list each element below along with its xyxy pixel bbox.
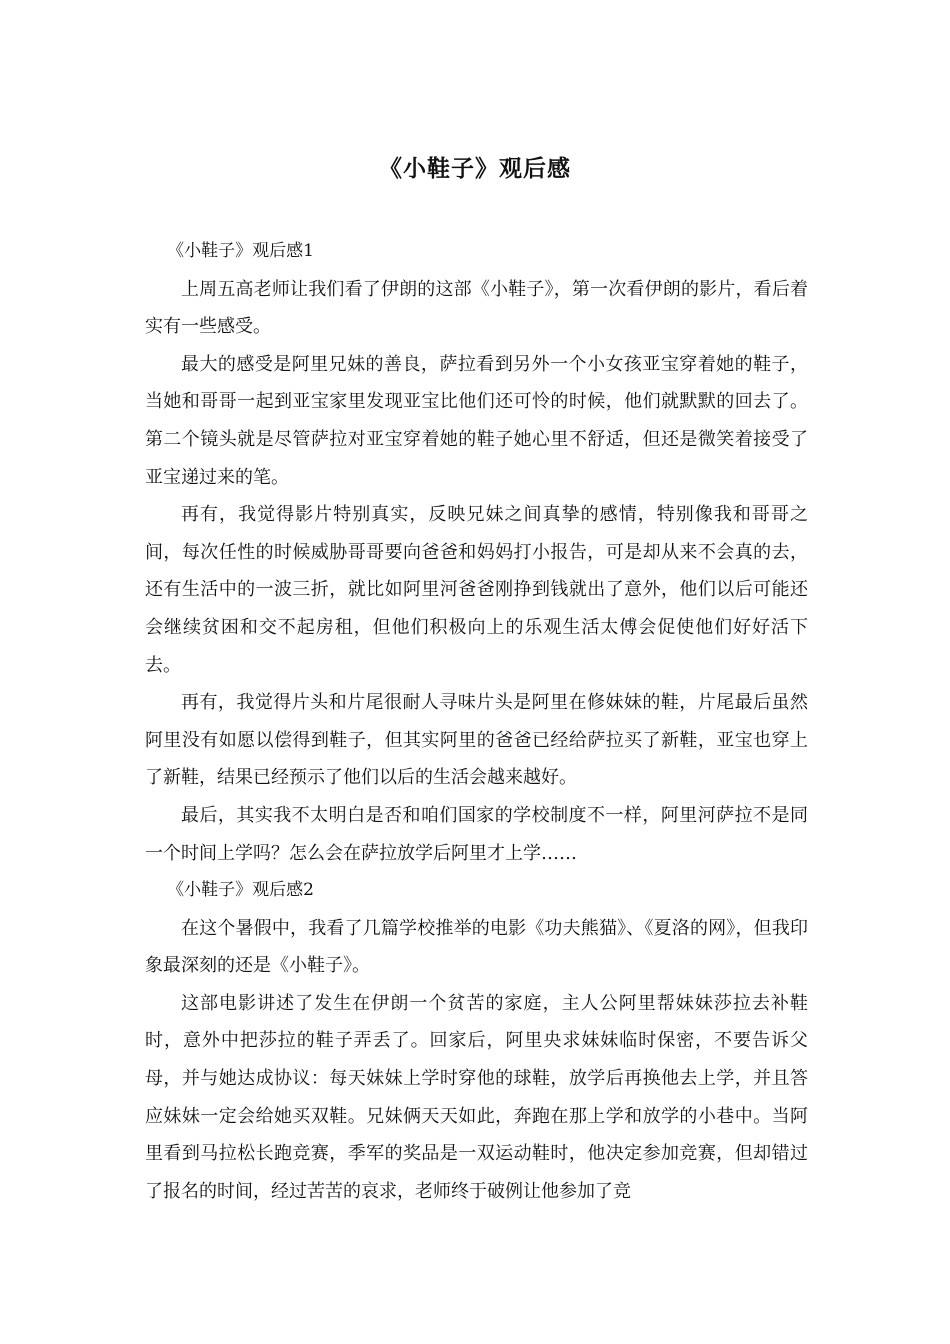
paragraph: 在这个暑假中，我看了几篇学校推举的电影《功夫熊猫》、《夏洛的网》，但我印象最深刻的还是《小鞋子》。 — [145, 917, 808, 977]
document-body — [145, 233, 808, 1210]
paragraph: 最大的感受是阿里兄妹的善良，萨拉看到另外一个小女孩亚宝穿着她的鞋子，当她和哥哥一起到亚宝家里发现亚宝比他们还可怜的时候，他们就默默的回去了。第二个镜头就是尽管萨拉对亚宝穿着她的鞋子她心里不舒适，但还是微笑着接受了亚宝递过来的笔。 — [145, 353, 808, 488]
section-heading: 《小鞋子》观后感2 — [167, 880, 314, 901]
document-title: 《小鞋子》观后感 — [379, 155, 571, 182]
paragraph: 最后，其实我不太明白是否和咱们国家的学校制度不一样，阿里河萨拉不是同一个时间上学吗？怎么会在萨拉放学后阿里才上学…… — [145, 804, 808, 864]
paragraph: 这部电影讲述了发生在伊朗一个贫苦的家庭，主人公阿里帮妹妹莎拉去补鞋时，意外中把莎拉的鞋子弄丢了。回家后，阿里央求妹妹临时保密，不要告诉父母，并与她达成协议：每天妹妹上学时穿他的球鞋，放学后再换他去上学，并且答应妹妹一定会给她买双鞋。兄妹俩天天如此，奔跑在那上学和放学的小巷中。当阿里看到马拉松长跑竞赛，季军的奖品是一双运动鞋时，他决定参加竞赛，但却错过了报名的时间，经过苦苦的哀求，老师终于破例让他参加了竞 — [145, 992, 808, 1202]
section-heading: 《小鞋子》观后感1 — [167, 241, 314, 261]
paragraph: 再有，我觉得片头和片尾很耐人寻味片头是阿里在修妹妹的鞋，片尾最后虽然阿里没有如愿以偿得到鞋子，但其实阿里的爸爸已经给萨拉买了新鞋，亚宝也穿上了新鞋，结果已经预示了他们以后的生活会越来越好。 — [145, 692, 808, 789]
paragraph: 上周五高老师让我们看了伊朗的这部《小鞋子》，第一次看伊朗的影片，看后着实有一些感受。 — [145, 278, 808, 338]
paragraph: 再有，我觉得影片特别真实，反映兄妹之间真挚的感情，特别像我和哥哥之间，每次任性的时候威胁哥哥要向爸爸和妈妈打小报告，可是却从来不会真的去，还有生活中的一波三折，就比如阿里河爸爸刚挣到钱就出了意外，他们以后可能还会继续贫困和交不起房租，但他们积极向上的乐观生活太傅会促使他们好好活下去。 — [145, 504, 808, 676]
